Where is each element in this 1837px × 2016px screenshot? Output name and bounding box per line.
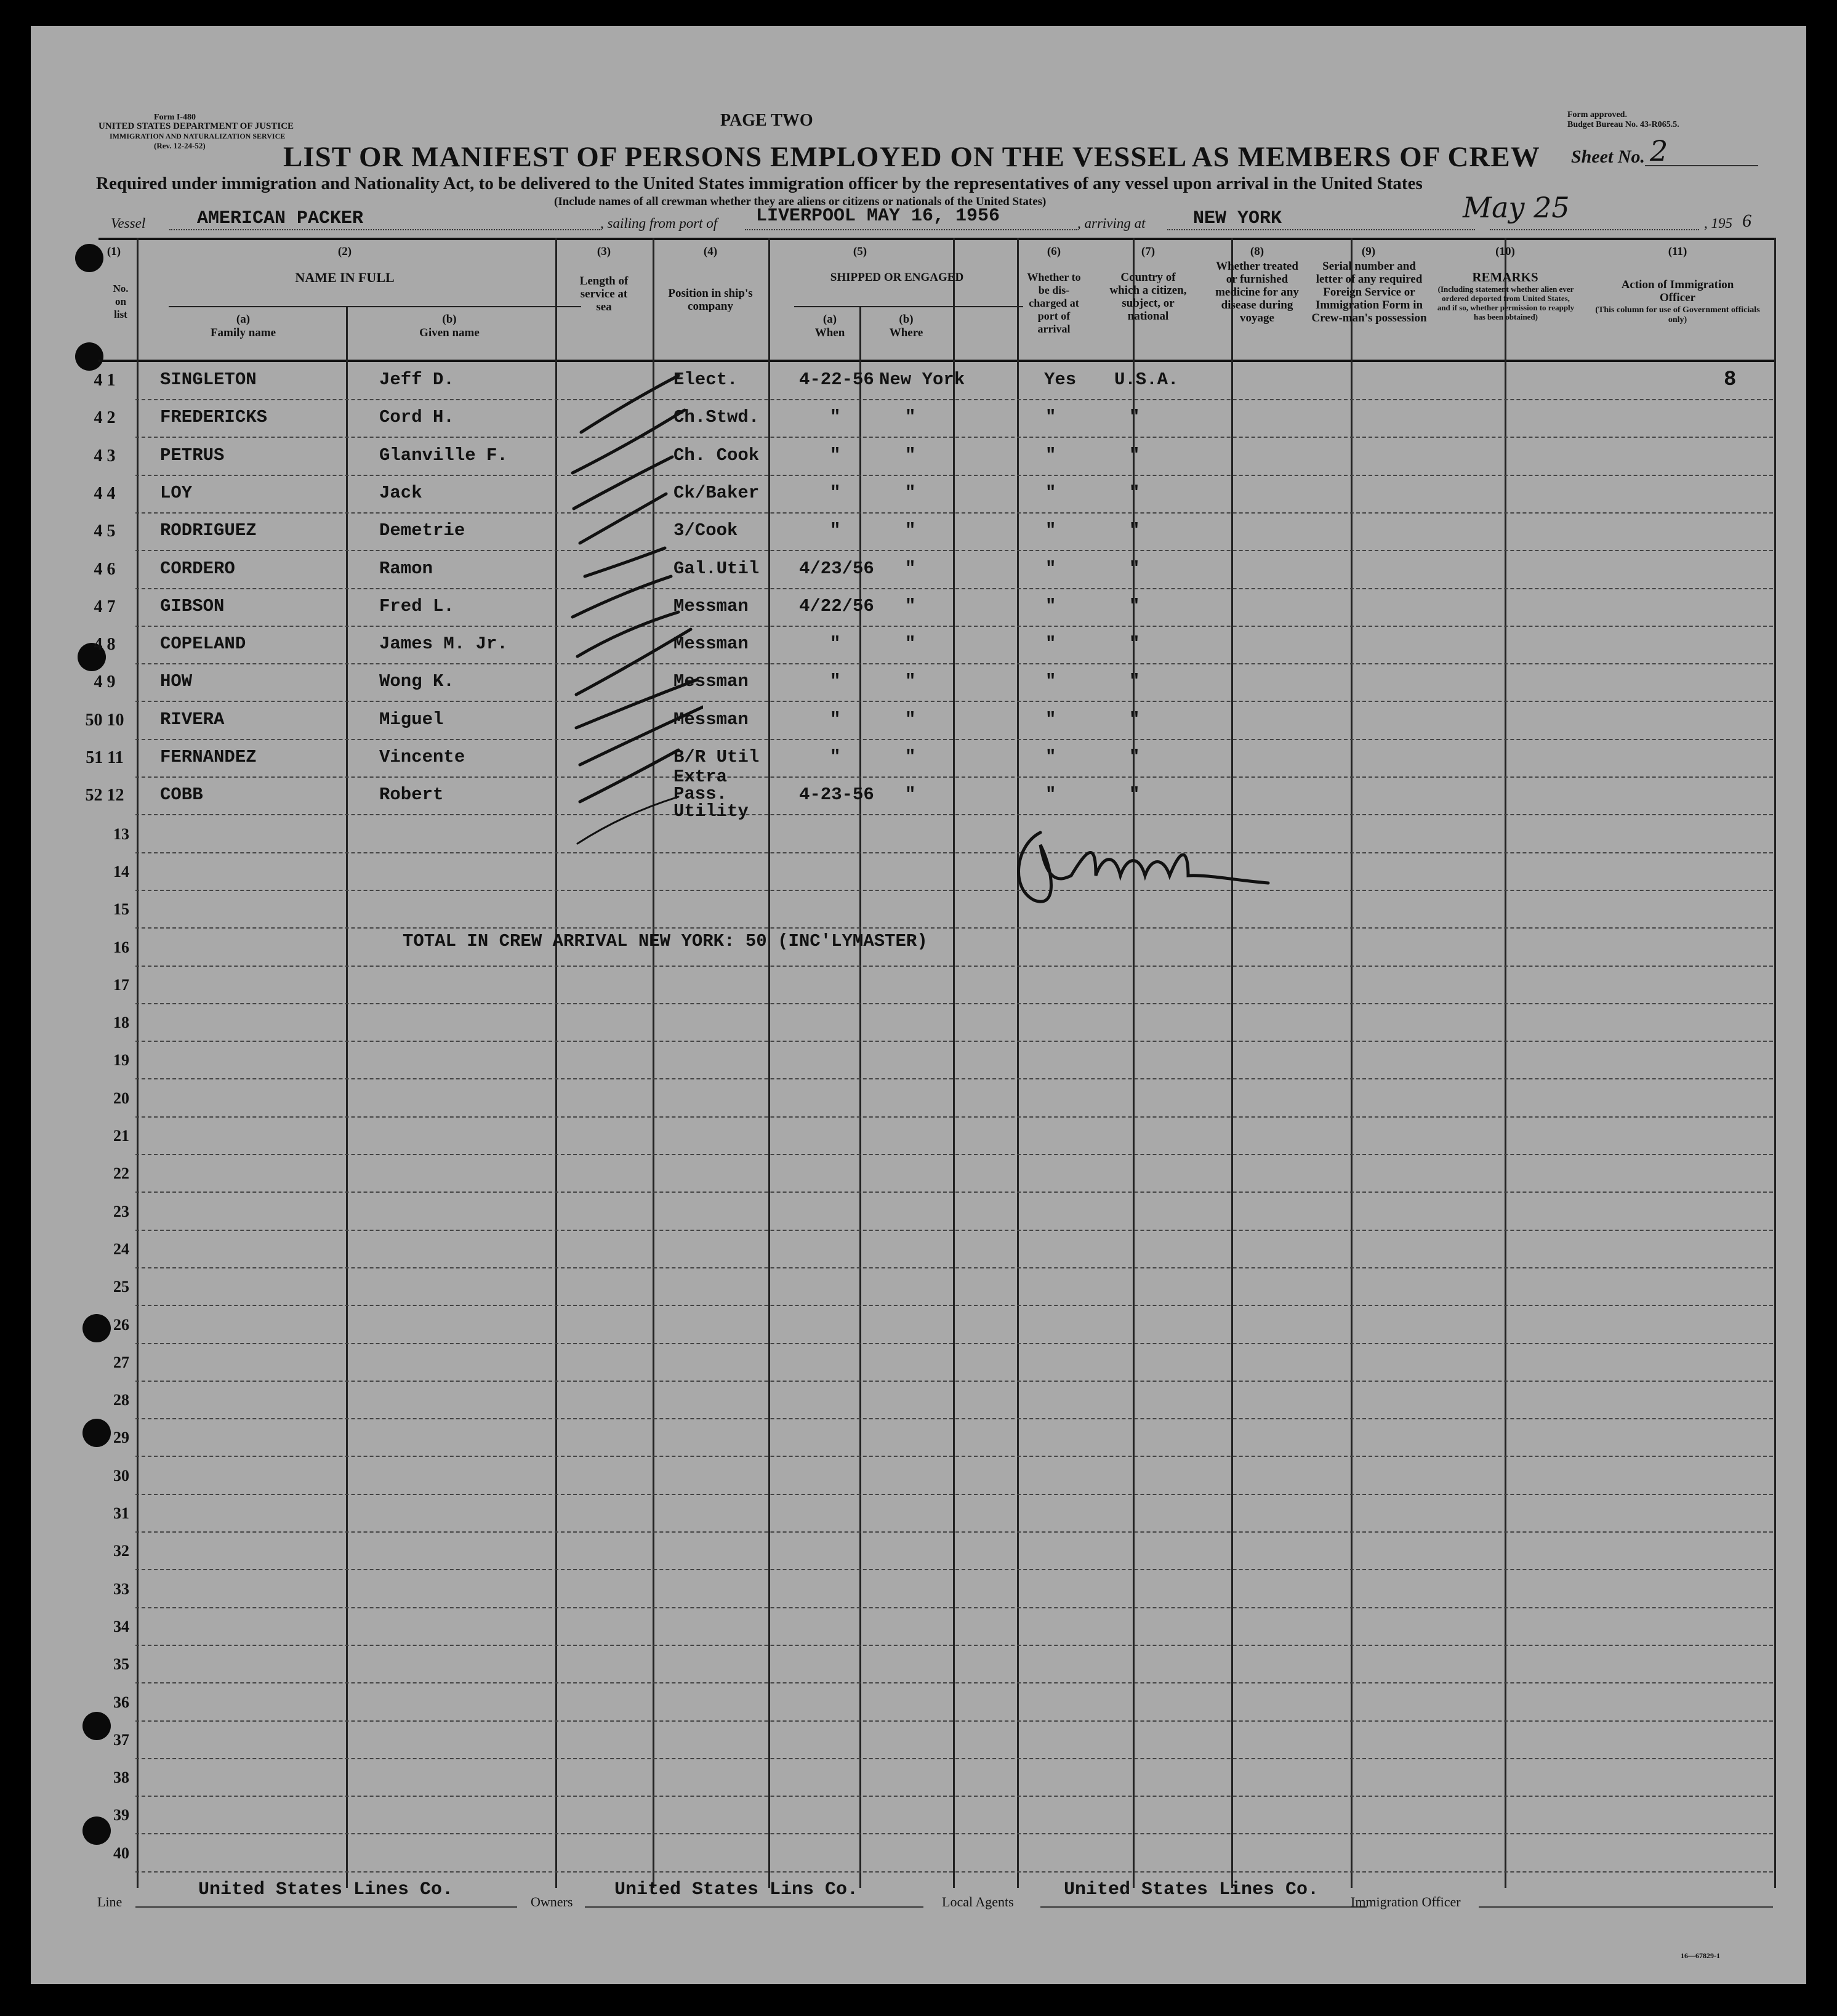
immigration-officer-label: Immigration Officer — [1351, 1894, 1461, 1909]
row-rule — [135, 739, 1773, 740]
shipped-where: New York — [879, 369, 965, 390]
discharge-at-port: " — [1045, 520, 1056, 541]
department: UNITED STATES DEPARTMENT OF JUSTICE — [98, 121, 294, 131]
row-rule — [135, 588, 1773, 589]
country: " — [1129, 445, 1140, 466]
row-number: 4 1 — [94, 371, 116, 390]
row-rule — [135, 1418, 1773, 1419]
family-name: COPELAND — [160, 634, 246, 655]
row-number: 4 5 — [94, 522, 116, 541]
shipped-when: 4-23-56 — [799, 784, 874, 805]
col11-number: (11) — [1668, 245, 1687, 258]
row-rule — [135, 663, 1773, 664]
family-name: CORDERO — [160, 558, 235, 579]
col9-number: (9) — [1361, 245, 1376, 258]
row-rule — [135, 475, 1773, 476]
position: Messman — [673, 671, 749, 692]
family-name: RODRIGUEZ — [160, 520, 257, 541]
discharge-at-port: " — [1045, 671, 1056, 692]
owners-company: United States Lins Co. — [614, 1879, 859, 1900]
family-name: FERNANDEZ — [160, 747, 257, 767]
discharge-at-port: " — [1045, 445, 1056, 466]
shipped-where: " — [905, 784, 916, 805]
shipped-where: " — [905, 709, 916, 730]
col7-label: Country of which a citizen, subject, or national — [1109, 271, 1187, 323]
row-number: 52 12 — [85, 786, 124, 805]
position: B/R Util — [673, 747, 760, 767]
row-rule — [135, 1116, 1773, 1118]
row-rule — [135, 1154, 1773, 1155]
discharge-at-port: " — [1045, 407, 1056, 428]
given-name: James M. Jr. — [379, 634, 508, 655]
col8-label: Whether treated or furnished medicine for any disease during voyage — [1215, 260, 1299, 325]
row-rule — [135, 1041, 1773, 1042]
shipped-when: 4/23/56 — [799, 558, 874, 579]
agents-label: Local Agents — [942, 1894, 1014, 1909]
discharge-at-port: " — [1045, 709, 1056, 730]
family-name: RIVERA — [160, 709, 225, 730]
vessel-label: Vessel — [111, 216, 146, 231]
row-rule — [135, 1720, 1773, 1722]
row-rule — [135, 512, 1773, 514]
row-number: 4 8 — [94, 635, 116, 655]
country: " — [1129, 671, 1140, 692]
shipped-where: " — [905, 482, 916, 503]
country: " — [1129, 482, 1140, 503]
form-approved: Form approved. — [1567, 110, 1627, 119]
service: IMMIGRATION AND NATURALIZATION SERVICE — [110, 132, 286, 140]
col2b-label: Given name — [419, 326, 480, 339]
col6-number: (6) — [1047, 245, 1061, 258]
shipped-when: " — [830, 747, 841, 767]
country: U.S.A. — [1114, 369, 1179, 390]
shipped-when: " — [830, 482, 841, 503]
shipped-where: " — [905, 595, 916, 616]
row-number: 13 — [113, 825, 129, 843]
row-number: 30 — [113, 1466, 129, 1485]
family-name: SINGLETON — [160, 369, 257, 390]
row-rule — [135, 966, 1773, 967]
arriving-label: , arriving at — [1077, 216, 1146, 231]
col5b-number: (b) — [899, 313, 914, 326]
sailing-label: , sailing from port of — [600, 216, 718, 231]
col11-note: (This column for use of Government officials only) — [1595, 305, 1760, 325]
shipped-when: " — [830, 407, 841, 428]
handwritten-signature — [1003, 808, 1373, 931]
row-rule — [135, 1381, 1773, 1382]
country: " — [1129, 709, 1140, 730]
sheet-number: 2 — [1650, 134, 1668, 167]
col5b-label: Where — [889, 326, 923, 339]
family-name: PETRUS — [160, 445, 225, 466]
print-code: 16—67829-1 — [1681, 1951, 1720, 1960]
col8-number: (8) — [1250, 245, 1264, 258]
row-number: 4 2 — [94, 408, 116, 428]
row-rule — [135, 1267, 1773, 1268]
discharge-at-port: " — [1045, 595, 1056, 616]
country: " — [1129, 747, 1140, 767]
row-number: 4 3 — [94, 446, 116, 466]
col2a-number: (a) — [236, 313, 251, 326]
given-name: Jeff D. — [379, 369, 454, 390]
subtitle: Required under immigration and Nationality Act, to be delivered to the United States immigration officer by the representatives of any vessel upon arrival in the United States — [96, 174, 1423, 193]
row-rule — [135, 1682, 1773, 1683]
row-number: 38 — [113, 1768, 129, 1787]
discharge-at-port: " — [1045, 634, 1056, 655]
row-number: 18 — [113, 1014, 129, 1032]
row-rule — [135, 626, 1773, 627]
year-digit: 6 — [1742, 211, 1751, 231]
discharge-at-port: " — [1045, 558, 1056, 579]
col5a-number: (a) — [822, 313, 837, 326]
row-rule — [135, 1343, 1773, 1344]
position: Ch.Stwd. — [673, 407, 760, 428]
row-number: 27 — [113, 1353, 129, 1371]
line-company: United States Lines Co. — [198, 1879, 454, 1900]
row-rule — [135, 1531, 1773, 1533]
row-rule — [135, 1569, 1773, 1570]
given-name: Demetrie — [379, 520, 465, 541]
row-number: 40 — [113, 1844, 129, 1862]
given-name: Robert — [379, 784, 444, 805]
col10-number: (10) — [1495, 245, 1515, 258]
position: Messman — [673, 709, 749, 730]
row-rule — [135, 437, 1773, 438]
row-number: 4 9 — [94, 672, 116, 692]
port-of-departure: LIVERPOOL MAY 16, 1956 — [756, 206, 1000, 227]
row-rule — [135, 1078, 1773, 1079]
shipped-where: " — [905, 634, 916, 655]
row-number: 22 — [113, 1164, 129, 1183]
row-number: 29 — [113, 1429, 129, 1447]
row-number: 26 — [113, 1315, 129, 1334]
vessel-name: AMERICAN PACKER — [197, 208, 364, 229]
shipped-where: " — [905, 445, 916, 466]
sheet-label: Sheet No. — [1571, 147, 1645, 167]
punch-hole — [75, 342, 103, 371]
shipped-where: " — [905, 558, 916, 579]
row-rule — [135, 852, 1773, 853]
row-rule — [135, 1833, 1773, 1834]
col2b-number: (b) — [442, 313, 457, 326]
margin-mark: 8 — [1724, 368, 1737, 392]
shipped-when: " — [830, 445, 841, 466]
given-name: Cord H. — [379, 407, 454, 428]
col5-label: SHIPPED OR ENGAGED — [830, 271, 964, 284]
total-in-crew: TOTAL IN CREW ARRIVAL NEW YORK: 50 (INC'LYMASTER) — [403, 931, 928, 951]
col3-number: (3) — [597, 245, 611, 258]
family-name: HOW — [160, 671, 193, 692]
agents-company: United States Lines Co. — [1064, 1879, 1319, 1900]
country: " — [1129, 407, 1140, 428]
col10-label: REMARKS — [1472, 270, 1538, 284]
shipped-where: " — [905, 520, 916, 541]
position: Ch. Cook — [673, 445, 760, 466]
year-label: , 195 — [1704, 216, 1732, 231]
col4-label: Position in ship's company — [668, 287, 753, 313]
row-rule — [135, 1003, 1773, 1004]
col3-label: Length of service at sea — [579, 275, 629, 313]
row-number: 32 — [113, 1542, 129, 1560]
form-number: Form I-480 — [154, 113, 196, 122]
row-number: 4 4 — [94, 483, 116, 503]
country: " — [1129, 784, 1140, 805]
position: Ck/Baker — [673, 482, 760, 503]
row-number: 33 — [113, 1579, 129, 1598]
arrival-port: NEW YORK — [1193, 208, 1282, 229]
shipped-when: " — [830, 520, 841, 541]
position: Gal.Util — [673, 558, 760, 579]
row-number: 4 7 — [94, 597, 116, 616]
given-name: Miguel — [379, 709, 444, 730]
row-rule — [135, 1494, 1773, 1495]
row-number: 35 — [113, 1655, 129, 1674]
shipped-when: 4/22/56 — [799, 595, 874, 616]
row-number: 23 — [113, 1202, 129, 1220]
row-number: 36 — [113, 1693, 129, 1711]
shipped-where: " — [905, 671, 916, 692]
row-number: 20 — [113, 1089, 129, 1107]
row-rule — [135, 1456, 1773, 1457]
country: " — [1129, 520, 1140, 541]
given-name: Ramon — [379, 558, 433, 579]
manifest-sheet — [31, 26, 1806, 1984]
position: Elect. — [673, 369, 738, 390]
row-number: 51 11 — [86, 748, 124, 767]
row-number: 17 — [113, 975, 129, 994]
shipped-where: " — [905, 407, 916, 428]
row-rule — [135, 814, 1773, 815]
budget-bureau: Budget Bureau No. 43-R065.5. — [1567, 120, 1679, 129]
row-rule — [135, 1796, 1773, 1797]
country: " — [1129, 558, 1140, 579]
position: Messman — [673, 595, 749, 616]
col6-label: Whether to be dis-charged at port of arrival — [1027, 271, 1081, 335]
row-number: 50 10 — [85, 710, 124, 730]
row-number: 4 6 — [94, 559, 116, 579]
col2-number: (2) — [337, 245, 352, 258]
row-number: 15 — [113, 900, 129, 919]
row-rule — [135, 1607, 1773, 1608]
country: " — [1129, 595, 1140, 616]
row-number: 19 — [113, 1051, 129, 1070]
col11-label: Action of Immigration Officer — [1621, 278, 1734, 304]
row-rule — [135, 701, 1773, 702]
row-rule — [135, 890, 1773, 891]
arrival-date: May 25 — [1463, 191, 1570, 224]
row-number: 21 — [113, 1127, 129, 1145]
col7-number: (7) — [1141, 245, 1156, 258]
col4-number: (4) — [703, 245, 718, 258]
row-number: 14 — [113, 862, 129, 881]
row-number: 39 — [113, 1806, 129, 1824]
given-name: Vincente — [379, 747, 465, 767]
given-name: Jack — [379, 482, 422, 503]
given-name: Wong K. — [379, 671, 454, 692]
row-number: 34 — [113, 1617, 129, 1635]
discharge-at-port: " — [1045, 482, 1056, 503]
given-name: Glanville F. — [379, 445, 508, 466]
col1-label: No. on list — [113, 283, 129, 320]
include-note: (Include names of all crewman whether they are aliens or citizens or nationals of the United States) — [554, 195, 1047, 208]
col10-note: (Including statement whether alien ever ordered deported from United States, and if so, whether permission to reapply has been obtained) — [1437, 284, 1575, 321]
row-rule — [135, 1758, 1773, 1759]
page-label: PAGE TWO — [720, 111, 813, 130]
shipped-when: " — [830, 709, 841, 730]
shipped-when: " — [830, 634, 841, 655]
service-check-marks — [555, 358, 703, 851]
col2-label: NAME IN FULL — [295, 270, 395, 285]
position: Extra Pass. Utility — [673, 767, 749, 822]
col5-number: (5) — [853, 245, 867, 258]
row-number: 16 — [113, 938, 129, 956]
discharge-at-port: Yes — [1044, 369, 1077, 390]
family-name: COBB — [160, 784, 203, 805]
family-name: FREDERICKS — [160, 407, 268, 428]
revision: (Rev. 12-24-52) — [154, 141, 206, 150]
row-rule — [135, 399, 1773, 400]
position: 3/Cook — [673, 520, 738, 541]
row-rule — [135, 1191, 1773, 1193]
row-rule — [135, 1645, 1773, 1646]
col1-number: (1) — [107, 245, 121, 258]
discharge-at-port: " — [1045, 747, 1056, 767]
row-rule — [135, 927, 1773, 929]
row-number: 24 — [113, 1240, 129, 1258]
row-number: 28 — [113, 1391, 129, 1409]
col5a-label: When — [814, 326, 845, 339]
row-rule — [135, 550, 1773, 551]
shipped-when: 4-22-56 — [799, 369, 874, 390]
discharge-at-port: " — [1045, 784, 1056, 805]
row-number: 31 — [113, 1504, 129, 1522]
shipped-when: " — [830, 671, 841, 692]
row-rule — [135, 1871, 1773, 1873]
owners-label: Owners — [531, 1894, 573, 1909]
col2a-label: Family name — [210, 326, 276, 339]
row-number: 37 — [113, 1730, 129, 1749]
shipped-where: " — [905, 747, 916, 767]
row-number: 25 — [113, 1278, 129, 1296]
family-name: GIBSON — [160, 595, 225, 616]
row-rule — [135, 1230, 1773, 1231]
given-name: Fred L. — [379, 595, 454, 616]
family-name: LOY — [160, 482, 193, 503]
col9-label: Serial number and letter of any required Foreign Service or Immigration Form in Crew-man's possession — [1311, 260, 1427, 325]
country: " — [1129, 634, 1140, 655]
row-rule — [135, 1305, 1773, 1306]
row-rule — [135, 776, 1773, 778]
line-label: Line — [97, 1894, 123, 1909]
page-title: LIST OR MANIFEST OF PERSONS EMPLOYED ON THE VESSEL AS MEMBERS OF CREW — [283, 141, 1540, 173]
position: Messman — [673, 634, 749, 655]
